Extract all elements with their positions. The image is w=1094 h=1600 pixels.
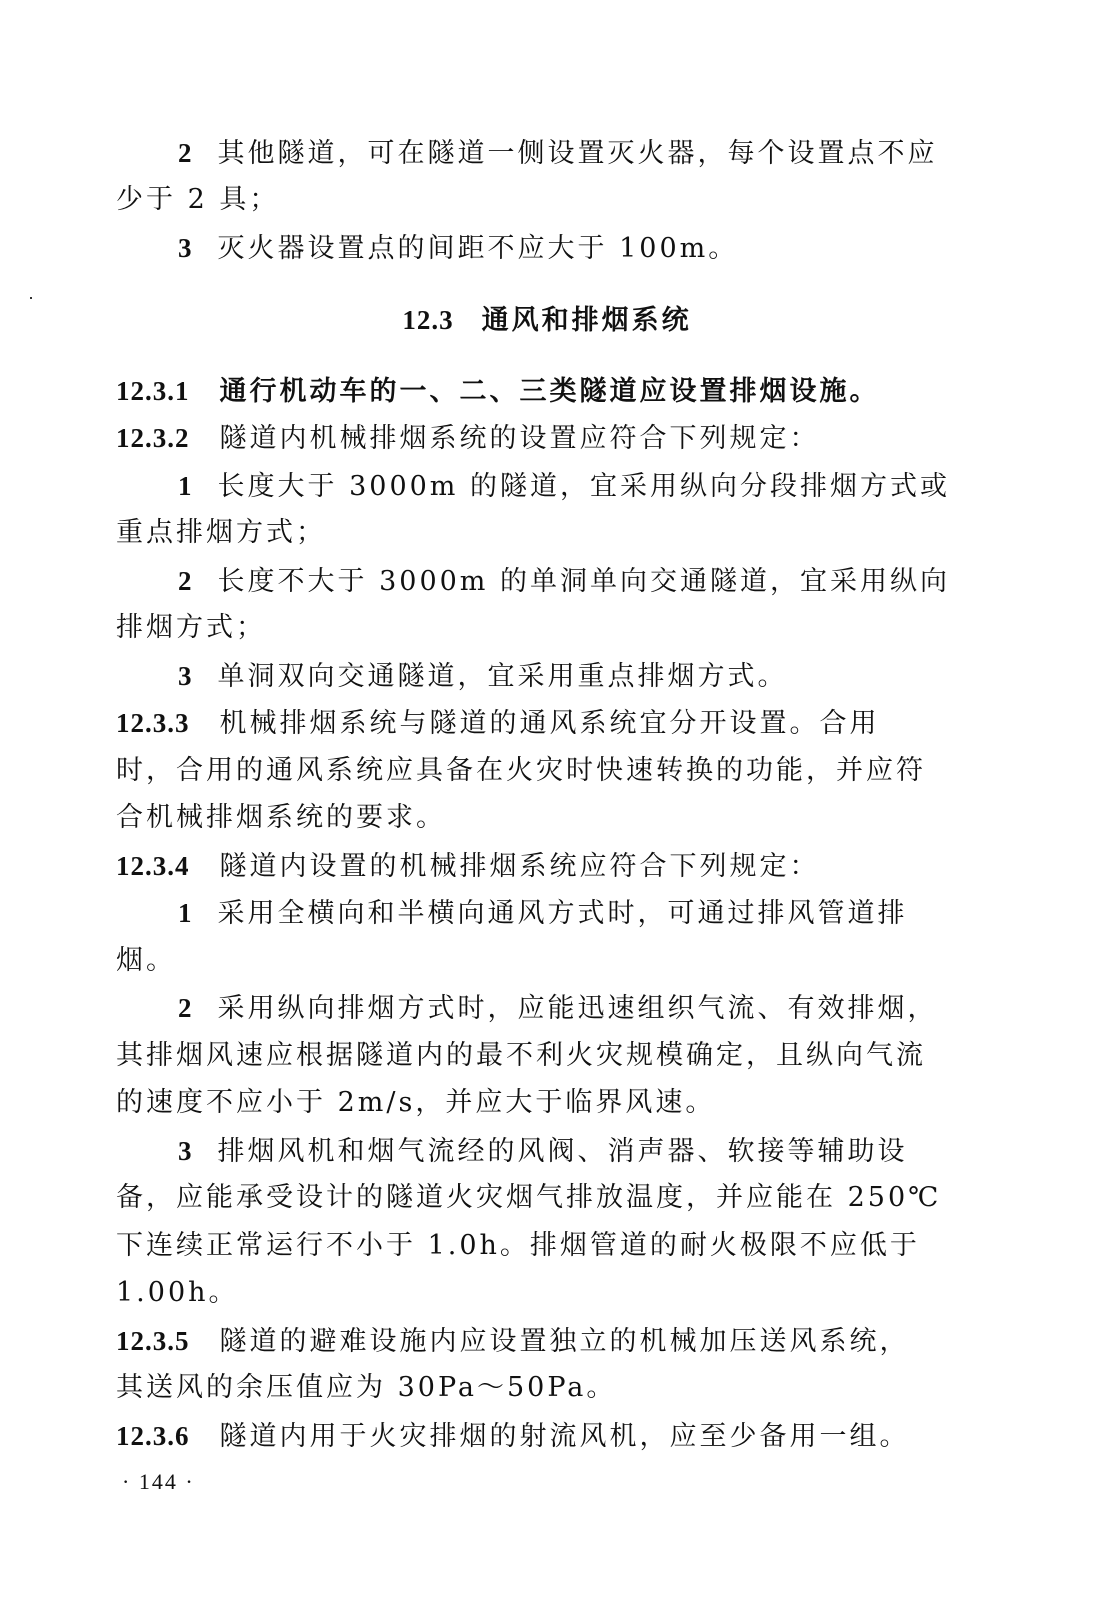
list-item <box>178 469 1034 504</box>
section-number: 12.3 <box>402 305 454 335</box>
clause-text: 隧道的避难设施内应设置独立的机械加压送风系统， <box>219 1326 910 1357</box>
section-heading <box>0 303 1094 338</box>
clause-number: 12.3.3 <box>116 708 190 738</box>
item-continuation: 1.00h。 <box>116 1277 239 1308</box>
clause-12-3-3 <box>116 706 972 741</box>
item-number: 2 <box>178 138 192 168</box>
item-text: 其他隧道，可在隧道一侧设置灭火器，每个设置点不应 <box>217 138 938 169</box>
item-text: 单洞双向交通隧道，宜采用重点排烟方式。 <box>217 661 788 692</box>
item-text: 采用纵向排烟方式时，应能迅速组织气流、有效排烟， <box>217 993 938 1024</box>
item-continuation: 少于 2 具； <box>116 184 280 215</box>
clause-number: 12.3.4 <box>116 851 190 881</box>
section-title: 通风和排烟系统 <box>481 305 692 336</box>
item-continuation: 排烟方式； <box>116 612 266 643</box>
item-continuation: 其排烟风速应根据隧道内的最不利火灾规模确定，且纵向气流 <box>116 1040 926 1071</box>
list-item <box>178 564 1034 599</box>
item-number: 2 <box>178 993 192 1023</box>
item-text: 长度不大于 3000m 的单洞单向交通隧道，宜采用纵向 <box>217 566 950 597</box>
item-continuation: 下连续正常运行不小于 1.0h。排烟管道的耐火极限不应低于 <box>116 1230 920 1261</box>
item-text: 排烟风机和烟气流经的风阀、消声器、软接等辅助设 <box>217 1136 908 1167</box>
list-item <box>178 136 1034 171</box>
item-continuation: 重点排烟方式； <box>116 517 326 548</box>
clause-continuation: 合机械排烟系统的要求。 <box>116 802 446 833</box>
item-continuation: 烟。 <box>116 945 176 976</box>
item-text: 灭火器设置点的间距不应大于 100m。 <box>217 233 739 264</box>
clause-text: 隧道内机械排烟系统的设置应符合下列规定： <box>219 423 820 454</box>
list-item <box>178 896 1034 931</box>
list-item <box>178 1134 1034 1169</box>
clause-number: 12.3.5 <box>116 1326 190 1356</box>
item-text: 长度大于 3000m 的隧道，宜采用纵向分段排烟方式或 <box>217 471 950 502</box>
clause-number: 12.3.1 <box>116 376 190 406</box>
clause-continuation: 其送风的余压值应为 30Pa～50Pa。 <box>116 1372 617 1403</box>
item-text: 采用全横向和半横向通风方式时，可通过排风管道排 <box>217 898 908 929</box>
clause-continuation: 时，合用的通风系统应具备在火灾时快速转换的功能，并应符 <box>116 755 926 786</box>
item-number: 3 <box>178 1136 192 1166</box>
clause-12-3-2 <box>116 421 972 456</box>
clause-text: 通行机动车的一、二、三类隧道应设置排烟设施。 <box>219 376 880 407</box>
item-number: 3 <box>178 233 192 263</box>
clause-12-3-6 <box>116 1419 972 1454</box>
clause-text: 隧道内用于火灾排烟的射流风机，应至少备用一组。 <box>219 1421 910 1452</box>
item-number: 2 <box>178 566 192 596</box>
page-number: · 144 · <box>122 1469 195 1494</box>
item-number: 3 <box>178 661 192 691</box>
scan-speck <box>30 297 32 299</box>
item-number: 1 <box>178 471 192 501</box>
clause-12-3-1 <box>116 374 972 409</box>
clause-12-3-5 <box>116 1324 972 1359</box>
item-number: 1 <box>178 898 192 928</box>
clause-number: 12.3.2 <box>116 423 190 453</box>
list-item <box>178 991 1034 1026</box>
list-item <box>178 659 1034 694</box>
clause-12-3-4 <box>116 849 972 884</box>
item-continuation: 备，应能承受设计的隧道火灾烟气排放温度，并应能在 250℃ <box>116 1182 942 1213</box>
item-continuation: 的速度不应小于 2m/s，并应大于临界风速。 <box>116 1087 716 1118</box>
list-item <box>178 231 1034 266</box>
clause-number: 12.3.6 <box>116 1421 190 1451</box>
clause-text: 隧道内设置的机械排烟系统应符合下列规定： <box>219 851 820 882</box>
clause-text: 机械排烟系统与隧道的通风系统宜分开设置。合用 <box>219 708 880 739</box>
